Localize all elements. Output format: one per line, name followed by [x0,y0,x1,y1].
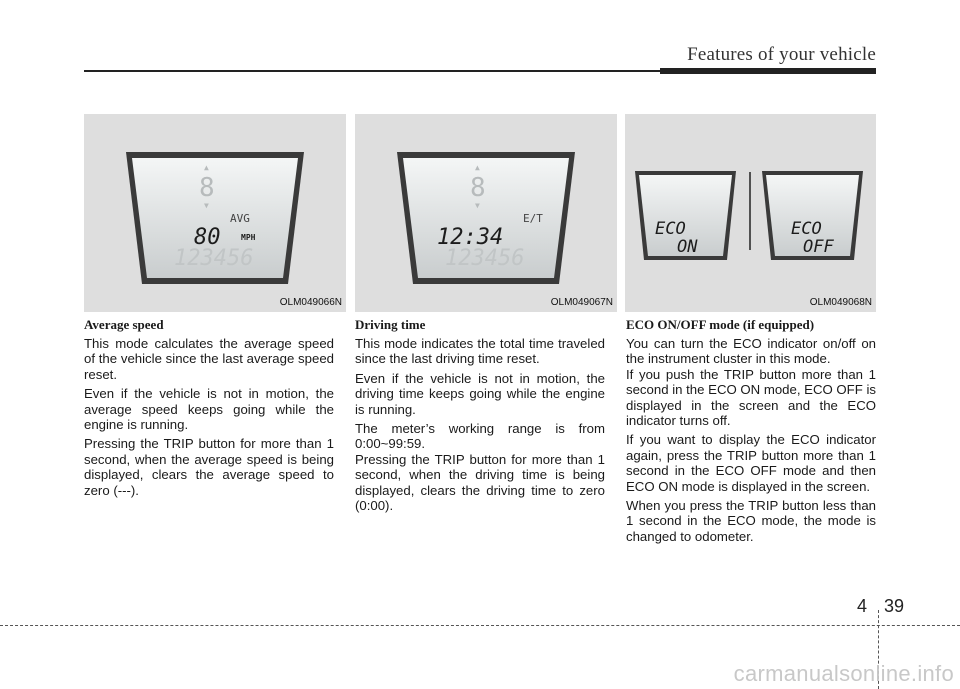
section-average-speed [84,317,334,502]
section-title: Average speed [84,317,164,332]
avg-value: 80 [194,225,221,250]
watermark: carmanualsonline.info [733,661,954,686]
eco-off-line1: ECO [791,219,822,239]
footer-rule [0,625,960,626]
et-label: E/T [523,212,543,225]
figure-driving-time [355,114,617,312]
svg-text:8: 8 [470,173,486,203]
eco-on-line1: ECO [655,219,686,239]
paragraph: This mode calculates the average speed of the vehicle since the last average speed reset. [84,336,334,382]
svg-text:▼: ▼ [204,201,209,210]
paragraph: Pressing the TRIP button for more than 1 second, when the driving time is being displayed, clears the driving time to zero (0:00). [355,451,605,514]
section-title: ECO ON/OFF mode (if equipped) [626,317,815,332]
figure-eco-mode [625,114,876,312]
svg-text:▲: ▲ [475,163,480,172]
section-eco-mode [626,317,876,548]
driving-time-value: 12:34 [437,225,504,250]
paragraph: This mode indicates the total time traveled since the last driving time reset. [355,336,605,367]
eco-off-line2: OFF [803,237,834,257]
figure-average-speed [84,114,346,312]
figure-code: OLM049066N [279,297,342,308]
lcd-display-average-speed [84,114,346,312]
odometer-ghost: 123456 [445,246,525,271]
figure-code: OLM049067N [550,297,613,308]
header-title: Features of your vehicle [687,44,876,65]
paragraph: You can turn the ECO indicator on/off on the instrument cluster in this mode. [626,336,876,367]
lcd-display-driving-time [355,114,617,312]
avg-label: AVG [230,212,250,225]
chapter-number: 4 [857,596,868,616]
figure-code: OLM049068N [809,297,872,308]
paragraph: Even if the vehicle is not in motion, the driving time keeps going while the engine is running. [355,370,605,417]
svg-text:8: 8 [199,173,215,203]
paragraph: If you want to display the ECO indicator again, press the TRIP button more than 1 second in the ECO OFF mode and then ECO ON mode is displayed in the screen. [626,432,876,494]
eco-on-line2: ON [677,237,698,257]
odometer-ghost: 123456 [174,246,254,271]
avg-unit: MPH [241,233,256,242]
lcd-display-eco [625,114,876,312]
paragraph: Pressing the TRIP button for more than 1 second, when the average speed is being displayed, clears the average speed to zero (---). [84,436,334,498]
paragraph: When you press the TRIP button less than 1 second in the ECO mode, the mode is changed to odometer. [626,498,876,544]
paragraph: If you push the TRIP button more than 1 second in the ECO ON mode, ECO OFF is displayed in the screen and the ECO indicator turns off. [626,366,876,429]
paragraph: Even if the vehicle is not in motion, the average speed keeps going while the engine is running. [84,386,334,433]
paragraph: The meter’s working range is from 0:00~99:59. [355,421,605,452]
section-title: Driving time [355,317,426,332]
svg-text:▲: ▲ [204,163,209,172]
section-driving-time [355,317,605,517]
header-rule-accent [660,68,876,74]
svg-text:▼: ▼ [475,201,480,210]
page-number: 39 [884,596,905,616]
